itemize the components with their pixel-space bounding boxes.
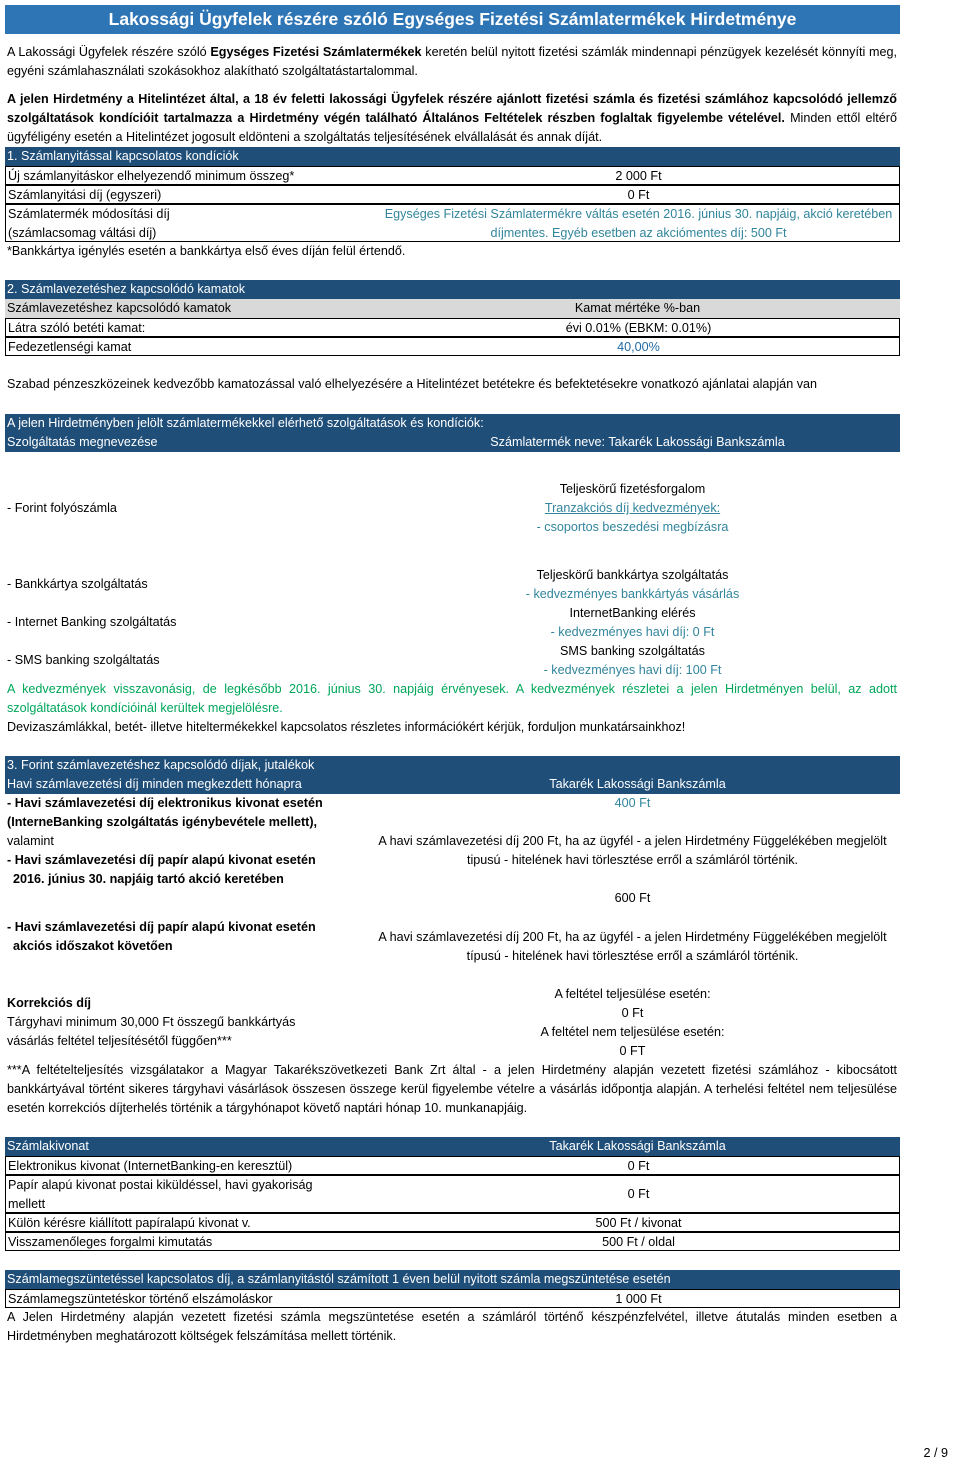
statement-header: [5, 1137, 900, 1156]
statement-label: Visszamenőleges forgalmi kimutatás: [8, 1235, 213, 1249]
statement-value: 500 Ft / kivonat: [595, 1216, 682, 1230]
service-sms-l2: - kedvezményes havi díj: 100 Ft: [543, 663, 722, 677]
s3-col1: Havi számlavezetési díj minden megkezdett hónapra: [7, 777, 302, 791]
intro-paragraph-1: A Lakossági Ügyfelek részére szóló Egységes Fizetési Számlatermékek keretén belül nyitott fizetési számlák mindennapi pénzügyek kezelését könnyíti meg, egyéni számlahasználati szokásokhoz alakítható szolgáltatástartalommal.: [7, 45, 897, 78]
service-forint-label: - Forint folyószámla: [7, 501, 117, 515]
statement-value: 0 Ft: [627, 1159, 650, 1173]
section-3-header: 3. Forint számlavezetéshez kapcsolódó díjak, jutalékok: [5, 756, 900, 775]
statement-col2: Takarék Lakossági Bankszámla: [549, 1139, 726, 1153]
closing-note: A Jelen Hirdetmény alapján vezetett fizetési számla megszüntetése esetén a számláról történő készpénzfelvétel, illetve átutalás minden esetben a Hirdetményben meghatározott költségek felszámítása mellett történik.: [7, 1310, 897, 1343]
s1-value: díjmentes. Egyéb esetben az akciómentes díj: 500 Ft: [490, 226, 787, 240]
s2-value: 40,00%: [617, 340, 660, 354]
s3-correction-val2: 0 FT: [619, 1044, 646, 1058]
s2-column-header: [5, 299, 900, 318]
s1-footnote: *Bankkártya igénylés esetén a bankkártya első éves díján felül értendő.: [7, 244, 406, 258]
services-header: A jelen Hirdetményben jelölt számlatermékekkel elérhető szolgáltatások és kondíciók:: [5, 414, 900, 433]
statement-label: Elektronikus kivonat (InternetBanking-en keresztül): [8, 1159, 293, 1173]
section-1-header: 1. Számlanyitással kapcsolatos kondíciók: [5, 147, 900, 166]
closing-value: 1 000 Ft: [615, 1292, 662, 1306]
statement-label: Külön kérésre kiállított papíralapú kivonat v.: [8, 1216, 251, 1230]
s2-row-deposit-interest: [5, 318, 900, 337]
service-netbank-label: - Internet Banking szolgáltatás: [7, 615, 177, 629]
page-number: 2 / 9: [923, 1446, 948, 1460]
service-forint-l3: - csoportos beszedési megbízásra: [536, 520, 729, 534]
s3-fee-paper-value: 600 Ft: [614, 891, 651, 905]
s3-fee-electronic-cond1: A havi számlavezetési díj 200 Ft, ha az ügyfél - a jelen Hirdetmény Függelékében megjelölt: [378, 834, 887, 848]
s3-fee-paper-label: - Havi számlavezetési díj papír alapú kivonat esetén akciós időszakot követően: [7, 920, 316, 953]
s1-label: Számlanyitási díj (egyszeri): [8, 188, 162, 202]
s1-row-modification-fee: [5, 204, 900, 242]
s3-fee-electronic-cond2: tipusú - hitelének havi törlesztése erről a számláról történik.: [466, 853, 799, 867]
free-funds-text: Szabad pénzeszközeinek kedvezőbb kamatozással való elhelyezésére a Hitelintézet betétekre és befektetésekre vonatkozó ajánlatai alapján van: [7, 377, 817, 391]
s3-correction-footnote: ***A feltételteljesítés vizsgálatakor a Magyar Takarékszövetkezeti Bank Zrt által - a jelen Hirdetmény alapján vezetett fizetési számlához - kibocsátott bankkártyával történt sikeres tárgyhavi vásárlások összesen összege kerül figyelembe vételre a vásárlás időpontja alapján. A terhelési feltétel nem teljesülése esetén korrekciós díjterhelés történik a tárgyhónapot követő naptári hónap 10. munkanapjáig.: [7, 1063, 897, 1115]
s3-fee-electronic-label: - Havi számlavezetési díj elektronikus kivonat esetén (InterneBanking szolgáltatás igénybevétele mellett), valamint - Havi számlavezetési díj papír alapú kivonat esetén 2016. június 30. napjáig tartó akció keretében: [7, 796, 323, 886]
s1-row-opening-fee: [5, 185, 900, 204]
statement-row-on-request: [5, 1213, 900, 1232]
service-netbank-l1: InternetBanking elérés: [569, 606, 696, 620]
s2-col2: Kamat mértéke %-ban: [574, 301, 701, 315]
s3-fee-electronic-value: 400 Ft: [614, 796, 651, 810]
s3-correction-cond1: A feltétel teljesülése esetén:: [554, 987, 711, 1001]
service-netbank-l2: - kedvezményes havi díj: 0 Ft: [550, 625, 715, 639]
discount-validity-note: A kedvezmények visszavonásig, de legkésőbb 2016. június 30. napjáig érvényesek. A kedvezmények részletei a jelen Hirdetményen belül, az adott szolgáltatások kondícióinál kerültek megjelölésre.: [7, 682, 897, 715]
foreign-currency-note: Devizaszámlákkal, betét- illetve hiteltermékekkel kapcsolatos részletes információkért kérjük, forduljon munkatársainkhoz!: [7, 720, 686, 734]
s1-value: 0 Ft: [627, 188, 650, 202]
s3-fee-paper-cond1: A havi számlavezetési díj 200 Ft, ha az ügyfél - a jelen Hirdetmény Függelékében megjelölt: [378, 930, 887, 944]
s3-correction-cond2: A feltétel nem teljesülése esetén:: [540, 1025, 725, 1039]
statement-label: mellett: [8, 1197, 46, 1211]
s1-value: 2 000 Ft: [615, 169, 662, 183]
s3-column-header: [5, 775, 900, 794]
statement-col1: Számlakivonat: [7, 1139, 89, 1153]
statement-row-paper: [5, 1175, 900, 1213]
closing-label: Számlamegszüntetéskor történő elszámoláskor: [8, 1292, 273, 1306]
s2-col1: Számlavezetéshez kapcsolódó kamatok: [7, 301, 232, 315]
section-2-header: 2. Számlavezetéshez kapcsolódó kamatok: [5, 280, 900, 299]
statement-value: 500 Ft / oldal: [602, 1235, 675, 1249]
s3-fee-paper-cond2: típusú - hitelének havi törlesztése erről a számláról történik.: [466, 949, 799, 963]
service-forint-l1: Teljeskörű fizetésforgalom: [559, 482, 706, 496]
s2-value: évi 0.01% (EBKM: 0.01%): [565, 321, 712, 335]
closing-row: [5, 1289, 900, 1308]
service-card-l1: Teljeskörű bankkártya szolgáltatás: [536, 568, 729, 582]
statement-label: Papír alapú kivonat postai kiküldéssel, havi gyakoriság: [8, 1178, 313, 1192]
s1-label: Számlatermék módosítási díj: [8, 207, 170, 221]
s1-label: Új számlanyitáskor elhelyezendő minimum összeg*: [8, 169, 295, 183]
services-column-header: [5, 433, 900, 452]
services-col2: Számlatermék neve: Takarék Lakossági Bankszámla: [490, 435, 785, 449]
service-forint-l2: Tranzakciós díj kedvezmények:: [544, 501, 721, 515]
s2-label: Fedezetlenségi kamat: [8, 340, 132, 354]
services-col1: Szolgáltatás megnevezése: [7, 435, 158, 449]
service-card-label: - Bankkártya szolgáltatás: [7, 577, 148, 591]
s2-row-overdraft-interest: [5, 337, 900, 356]
service-sms-label: - SMS banking szolgáltatás: [7, 653, 160, 667]
statement-value: 0 Ft: [627, 1187, 650, 1201]
intro-paragraph-2: A jelen Hirdetmény a Hitelintézet által, a 18 év feletti lakossági Ügyfelek részére ajánlott fizetési számla és fizetési számlához kapcsolódó jellemző szolgáltatások kondícióit tartalmazza a Hirdetmény végén található Általános Feltételek részben foglaltak figyelembe vételével. Minden ettől eltérő ügyféligény esetén a Hitelintézet jogosult eldönteni a szolgáltatás teljesítésének elvállalását és annak díját.: [7, 92, 897, 144]
service-sms-l1: SMS banking szolgáltatás: [560, 644, 705, 658]
s1-label: (számlacsomag váltási díj): [8, 226, 157, 240]
s3-correction-val1: 0 Ft: [621, 1006, 644, 1020]
s1-row-min-deposit: [5, 166, 900, 185]
page-title: Lakossági Ügyfelek részére szóló Egységes Fizetési Számlatermékek Hirdetménye: [5, 5, 900, 34]
closing-header: Számlamegszüntetéssel kapcsolatos díj, a számlanyitástól számított 1 éven belül nyitott számla megszüntetése esetén: [5, 1270, 900, 1289]
statement-row-electronic: [5, 1156, 900, 1175]
s3-col2: Takarék Lakossági Bankszámla: [549, 777, 726, 791]
s2-label: Látra szóló betéti kamat:: [8, 321, 146, 335]
s1-value: Egységes Fizetési Számlatermékre váltás esetén 2016. június 30. napjáig, akció keretében: [384, 207, 893, 221]
statement-row-retroactive: [5, 1232, 900, 1251]
s3-correction-label: Korrekciós díj Tárgyhavi minimum 30,000 Ft összegű bankkártyás vásárlás feltétel teljesítésétől függően***: [7, 996, 296, 1048]
service-card-l2: - kedvezményes bankkártyás vásárlás: [525, 587, 740, 601]
